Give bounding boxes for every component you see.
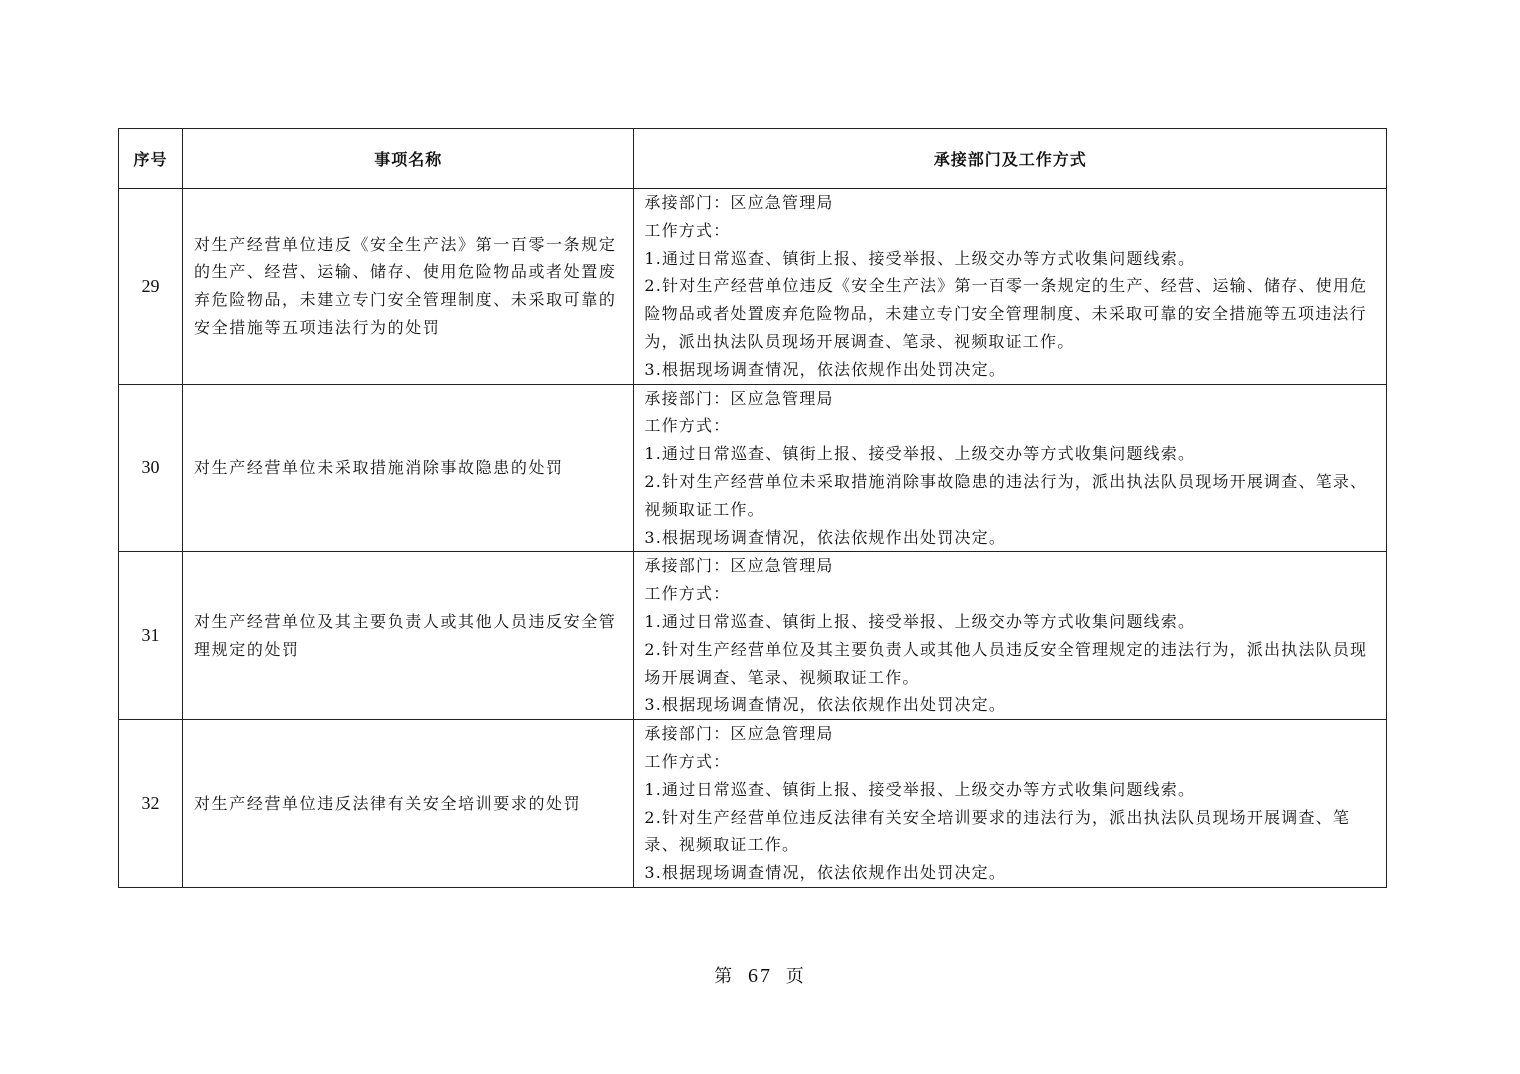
- table-row: [119, 552, 1387, 720]
- dept-line: 承接部门：区应急管理局: [644, 193, 834, 212]
- method-step-1: 1.通过日常巡查、镇街上报、接受举报、上级交办等方式收集问题线索。: [644, 779, 1196, 799]
- matter-name: 对生产经营单位未采取措施消除事故隐患的处罚: [183, 384, 634, 552]
- matter-name: 对生产经营单位及其主要负责人或其他人员违反安全管理规定的处罚: [183, 552, 634, 720]
- table-header-row: [119, 129, 1387, 189]
- page-number: 67: [748, 965, 772, 987]
- method-step-1: 1.通过日常巡查、镇街上报、接受举报、上级交办等方式收集问题线索。: [644, 248, 1196, 268]
- method-step-3: 3.根据现场调查情况，依法依规作出处罚决定。: [644, 527, 1007, 547]
- method-step-2: 2.针对生产经营单位未采取措施消除事故隐患的违法行为，派出执法队员现场开展调查、笔录、视频取证工作。: [644, 471, 1368, 519]
- page-prefix: 第: [714, 966, 735, 987]
- matters-table: [118, 128, 1387, 888]
- page-footer: [0, 962, 1520, 988]
- table-row: [119, 384, 1387, 552]
- dept-line: 承接部门：区应急管理局: [644, 388, 834, 408]
- method-label: 工作方式：: [644, 584, 731, 604]
- method-step-3: 3.根据现场调查情况，依法依规作出处罚决定。: [644, 863, 1007, 883]
- dept-method-cell: [634, 189, 1387, 385]
- dept-method-cell: [634, 552, 1387, 720]
- row-number: 30: [119, 384, 183, 552]
- table-row: [119, 720, 1387, 888]
- dept-line: 承接部门：区应急管理局: [644, 556, 834, 576]
- dept-method-cell: [634, 720, 1387, 888]
- row-number: 31: [119, 552, 183, 720]
- header-dept: 承接部门及工作方式: [634, 129, 1387, 189]
- page-suffix: 页: [785, 966, 806, 987]
- table-row: [119, 189, 1387, 385]
- header-name: 事项名称: [183, 129, 634, 189]
- matter-name: 对生产经营单位违反《安全生产法》第一百零一条规定的生产、经营、运输、储存、使用危险物品或者处置废弃危险物品，未建立专门安全管理制度、未采取可靠的安全措施等五项违法行为的处罚: [183, 189, 634, 385]
- method-label: 工作方式：: [644, 220, 731, 240]
- row-number: 29: [119, 189, 183, 385]
- method-step-2: 2.针对生产经营单位违反法律有关安全培训要求的违法行为，派出执法队员现场开展调查、笔录、视频取证工作。: [644, 807, 1351, 855]
- method-step-3: 3.根据现场调查情况，依法依规作出处罚决定。: [644, 359, 1007, 379]
- header-no: 序号: [119, 129, 183, 189]
- method-step-2: 2.针对生产经营单位及其主要负责人或其他人员违反安全管理规定的违法行为，派出执法队员现场开展调查、笔录、视频取证工作。: [644, 639, 1368, 687]
- row-number: 32: [119, 720, 183, 888]
- dept-line: 承接部门：区应急管理局: [644, 724, 834, 744]
- dept-method-cell: [634, 384, 1387, 552]
- method-step-1: 1.通过日常巡查、镇街上报、接受举报、上级交办等方式收集问题线索。: [644, 444, 1196, 464]
- method-label: 工作方式：: [644, 416, 731, 436]
- method-step-1: 1.通过日常巡查、镇街上报、接受举报、上级交办等方式收集问题线索。: [644, 611, 1196, 631]
- method-step-2: 2.针对生产经营单位违反《安全生产法》第一百零一条规定的生产、经营、运输、储存、使用危险物品或者处置废弃危险物品，未建立专门安全管理制度、未采取可靠的安全措施等五项违法行为，派出执法队员现场开展调查、笔录、视频取证工作。: [644, 276, 1368, 351]
- matter-name: 对生产经营单位违反法律有关安全培训要求的处罚: [183, 720, 634, 888]
- method-label: 工作方式：: [644, 751, 731, 771]
- method-step-3: 3.根据现场调查情况，依法依规作出处罚决定。: [644, 695, 1007, 715]
